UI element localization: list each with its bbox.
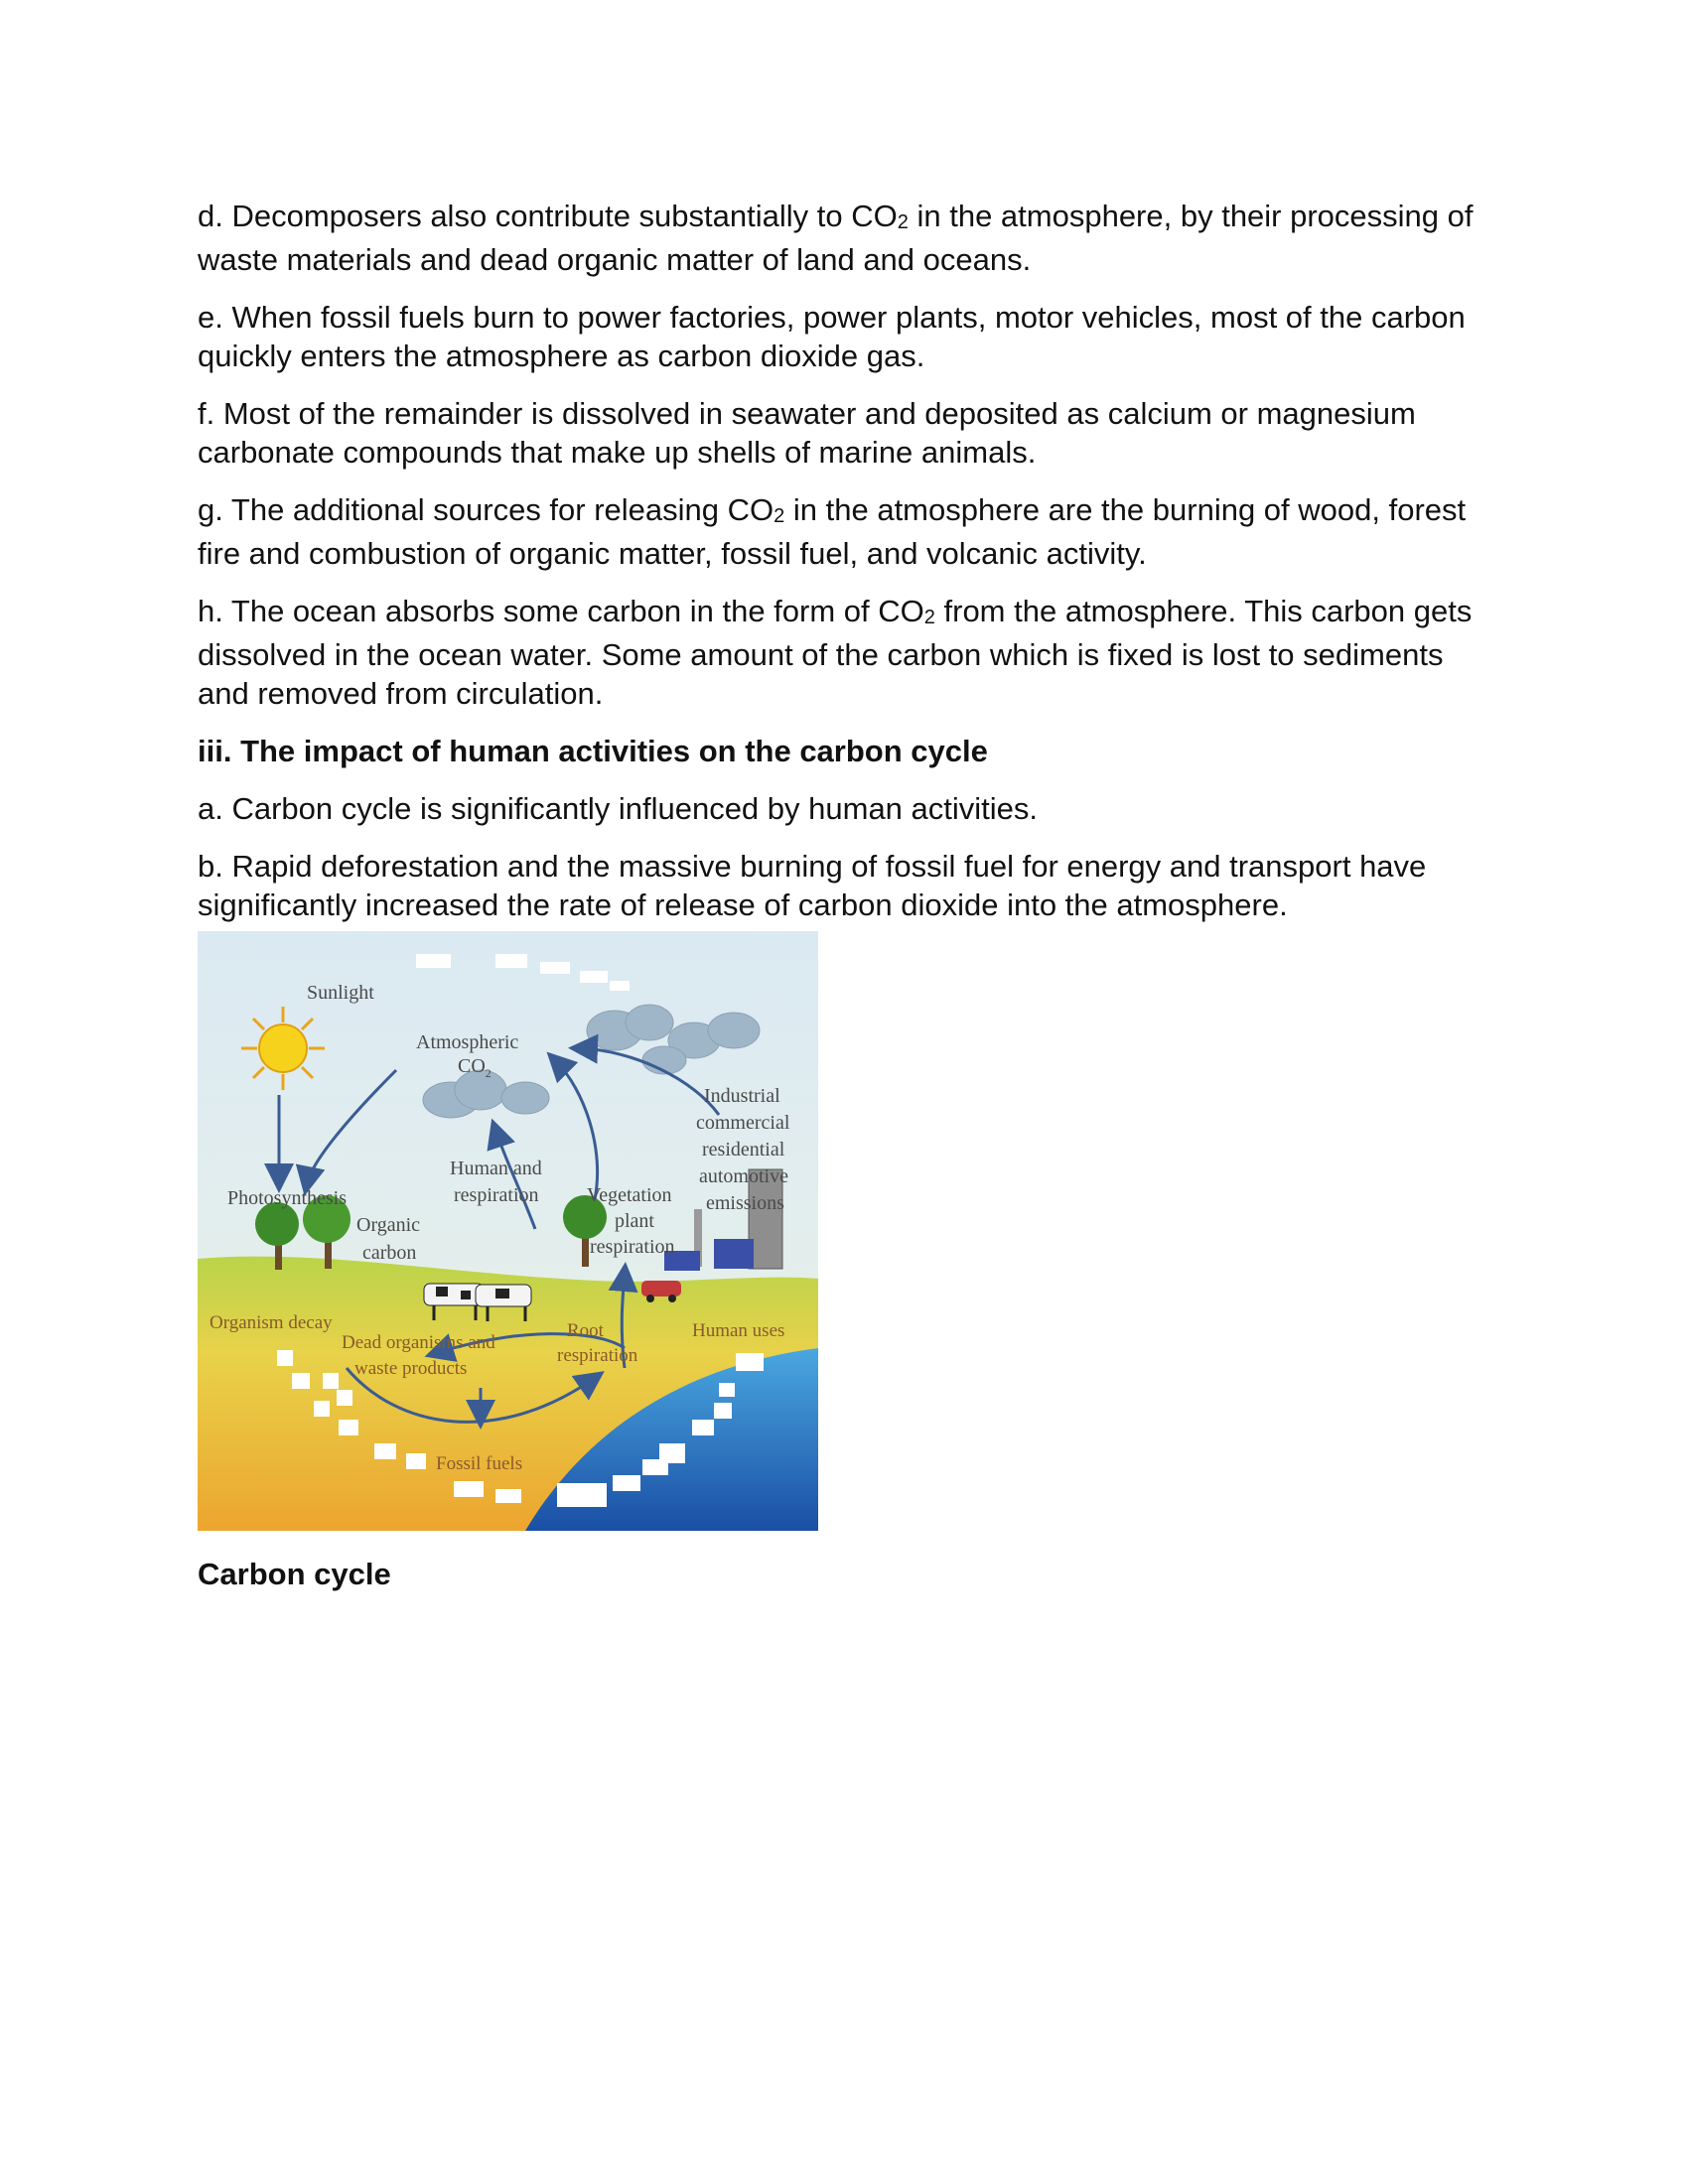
- label-vegetation-respiration: respiration: [590, 1236, 675, 1258]
- paragraph-h: h. The ocean absorbs some carbon in the form of CO2 from the atmosphere. This carbon gets dissolved in the ocean water. Some amount of the carbon which is fixed is lost to sediments and removed from circulation.: [198, 594, 1473, 711]
- paragraph-d: d. Decomposers also contribute substantially to CO2 in the atmosphere, by their processing of waste materials and dead organic matter of land and oceans.: [198, 199, 1474, 277]
- label-emissions: emissions: [706, 1192, 784, 1214]
- paragraph-g: g. The additional sources for releasing CO2 in the atmosphere are the burning of wood, forest fire and combustion of organic matter, fossil fuel, and volcanic activity.: [198, 492, 1467, 571]
- label-root-respiration: respiration: [557, 1345, 638, 1366]
- label-root: Root: [567, 1320, 604, 1341]
- figure-caption: Carbon cycle: [198, 1557, 391, 1591]
- label-co2: $CO_2$: [458, 1055, 492, 1080]
- label-human-uses: Human uses: [692, 1320, 785, 1341]
- section-heading: iii. The impact of human activities on the carbon cycle: [198, 734, 988, 768]
- paragraph-f: f. Most of the remainder is dissolved in seawater and deposited as calcium or magnesium carbonate compounds that make up shells of marine animals.: [198, 396, 1416, 470]
- label-respiration: respiration: [454, 1184, 539, 1206]
- label-dead-organisms: Dead organisms and: [342, 1332, 495, 1353]
- label-automotive: automotive: [699, 1165, 788, 1187]
- label-carbon: carbon: [362, 1242, 417, 1264]
- document-body: [198, 197, 1488, 943]
- sun-icon: [241, 1007, 325, 1090]
- label-plant: plant: [615, 1210, 654, 1232]
- label-organism-decay: Organism decay: [210, 1312, 333, 1333]
- label-sunlight: Sunlight: [307, 982, 374, 1004]
- label-photosynthesis: Photosynthesis: [227, 1187, 348, 1209]
- label-human-and: Human and: [450, 1158, 542, 1179]
- impact-point-a: a. Carbon cycle is significantly influenced by human activities.: [198, 791, 1039, 826]
- label-atmospheric: Atmospheric: [416, 1031, 519, 1053]
- label-industrial: Industrial: [704, 1085, 780, 1107]
- label-fossil-fuels: Fossil fuels: [436, 1453, 523, 1474]
- label-commercial: commercial: [696, 1112, 790, 1134]
- paragraph-e: e. When fossil fuels burn to power factories, power plants, motor vehicles, most of the carbon quickly enters the atmosphere as carbon dioxide gas.: [198, 300, 1466, 373]
- label-vegetation: Vegetation: [587, 1184, 672, 1206]
- impact-point-b: b. Rapid deforestation and the massive burning of fossil fuel for energy and transport have significantly increased the rate of release of carbon dioxide into the atmosphere.: [198, 849, 1427, 922]
- label-residential: residential: [702, 1139, 785, 1160]
- carbon-cycle-diagram: [198, 931, 818, 1531]
- label-waste-products: waste products: [354, 1358, 468, 1379]
- label-organic: Organic: [356, 1214, 421, 1236]
- carbon-cycle-figure: [198, 931, 818, 1531]
